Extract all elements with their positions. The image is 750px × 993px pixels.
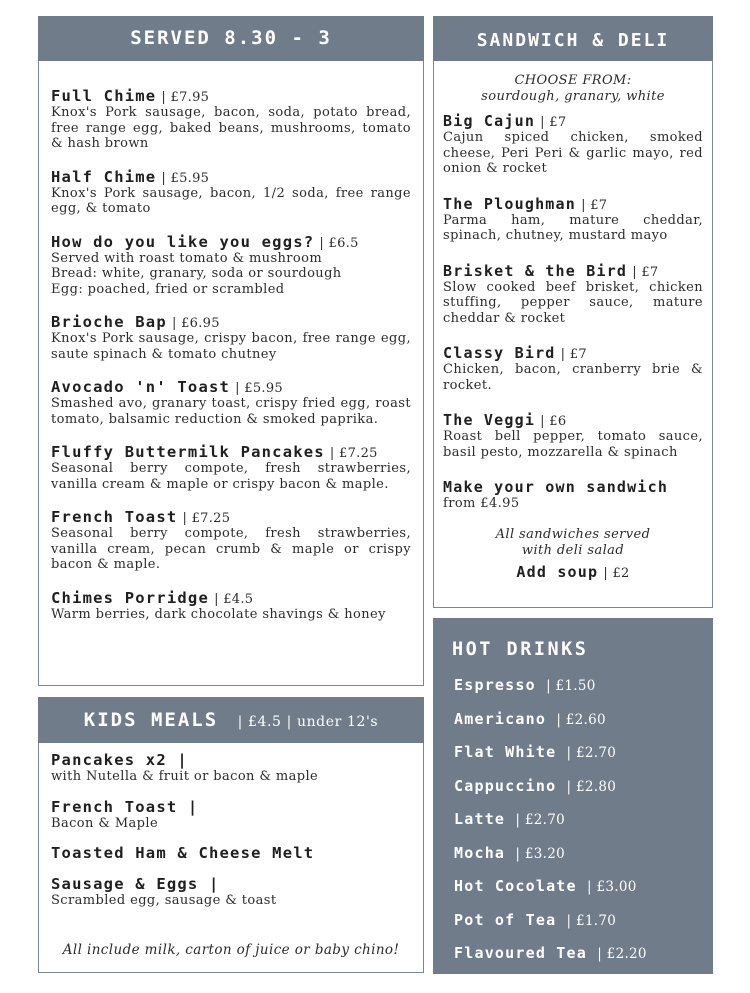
sandwich-item-description: Parma ham, mature cheddar, spinach, chutney, mustard mayo: [443, 212, 703, 243]
menu-item-heading: [51, 442, 411, 461]
sandwich-header: SANDWICH & DELI: [433, 16, 713, 61]
drink-price: | £2.70: [566, 745, 617, 761]
drink-price: | £2.60: [556, 711, 606, 728]
menu-item: [51, 232, 411, 298]
drink-price: | £3.20: [515, 845, 565, 862]
menu-item-price: | £7.25: [182, 511, 231, 526]
sandwich-item-heading: [443, 194, 703, 213]
sandwich-item-name: Brisket & the Bird: [443, 261, 628, 280]
menu-item: [51, 86, 411, 152]
drink-item: [454, 877, 712, 897]
menu-item-description: [51, 105, 411, 152]
kids-header: [38, 697, 424, 743]
drink-item: [454, 777, 712, 797]
add-soup-label: Add soup: [516, 562, 599, 581]
add-soup-price: | £2: [603, 565, 630, 581]
description-line: Smashed avo, granary toast, crispy fried egg, roast tomato, balsamic reduction & smoked paprika.: [51, 396, 411, 427]
kids-panel: [38, 697, 424, 973]
sandwich-note-line1: All sandwiches served: [495, 526, 651, 542]
menu-item-description: [51, 251, 411, 298]
kids-item: [51, 875, 411, 909]
sandwich-items: [443, 111, 703, 512]
menu-item-description: [51, 607, 411, 623]
drink-item: [454, 844, 712, 864]
drink-item: [454, 810, 712, 830]
sandwich-item: [443, 194, 703, 244]
drink-item: [454, 911, 712, 931]
drinks-header: HOT DRINKS: [452, 639, 589, 660]
description-line: Served with roast tomato & mushroom: [51, 250, 323, 266]
drink-name: Americano: [454, 709, 547, 728]
sandwich-note-line2: with deli salad: [521, 542, 625, 558]
drink-name: Cappuccino: [454, 776, 557, 795]
menu-item: [51, 312, 411, 362]
sandwich-item: [443, 410, 703, 460]
drink-price: | £2.20: [597, 946, 647, 962]
sandwich-item-heading: [443, 343, 703, 362]
kids-items: [39, 743, 423, 909]
sandwich-item-description: Slow cooked beef brisket, chicken stuffing, pepper sauce, mature cheddar & rocket: [443, 279, 703, 326]
drink-item: [454, 710, 712, 730]
sandwich-item-name: Make your own sandwich: [443, 478, 669, 496]
drink-item: [454, 676, 712, 696]
drinks-panel: [433, 618, 713, 974]
sandwich-item-description: Chicken, bacon, cranberry brie & rocket.: [443, 362, 703, 393]
sandwich-panel: [433, 16, 713, 608]
sandwich-item-price: | £6: [540, 414, 567, 429]
menu-item-description: [51, 461, 411, 492]
sandwich-item-price: | £7: [632, 264, 659, 280]
sandwich-item-name: Big Cajun: [443, 112, 536, 130]
description-line: Egg: poached, fried or scrambled: [51, 281, 285, 297]
drink-name: Mocha: [454, 843, 506, 862]
description-line: Knox's Pork sausage, bacon, soda, potato bread, free range egg, baked beans, mushrooms, tomato & hash brown: [51, 105, 411, 151]
menu-item-heading: [51, 312, 411, 331]
kids-item-name: Sausage & Eggs |: [51, 875, 220, 893]
description-line: Knox's Pork sausage, bacon, 1/2 soda, free range egg, & tomato: [51, 185, 411, 216]
drink-name: Flat White: [454, 743, 557, 761]
kids-item: [51, 844, 411, 862]
drink-price: | £2.80: [566, 778, 617, 795]
menu-item-heading: [51, 588, 411, 607]
menu-item-name: Brioche Bap: [51, 313, 167, 331]
kids-item-name: Pancakes x2 |: [51, 751, 188, 769]
menu-item: [51, 588, 411, 623]
choose-title: CHOOSE FROM:: [514, 73, 632, 88]
drink-name: Latte: [454, 810, 506, 828]
menu-item-name: Chimes Porridge: [51, 588, 209, 607]
served-panel: [38, 16, 424, 686]
description-line: Seasonal berry compote, fresh strawberries, vanilla cream & maple or crispy bacon & maple.: [51, 461, 411, 492]
menu-item-heading: [51, 377, 411, 396]
sandwich-item-price: | £7: [581, 197, 608, 213]
menu-item-description: [51, 396, 411, 427]
menu-item-name: Fluffy Buttermilk Pancakes: [51, 443, 325, 461]
drink-price: | £3.00: [587, 879, 637, 895]
kids-item: [51, 798, 411, 832]
kids-item-description: with Nutella & fruit or bacon & maple: [51, 769, 319, 784]
menu-item-name: Full Chime: [51, 87, 157, 105]
menu-item-name: French Toast: [51, 508, 178, 526]
served-header: SERVED 8.30 - 3: [38, 16, 424, 61]
description-line: Seasonal berry compote, fresh strawberries, vanilla cream, pecan crumb & maple or crispy bacon & maple.: [51, 526, 411, 572]
drink-item: [454, 743, 712, 763]
sandwich-item-name: The Ploughman: [443, 194, 576, 213]
menu-item-price: | £5.95: [161, 170, 210, 186]
sandwich-item-description: Roast bell pepper, tomato sauce, basil pesto, mozzarella & spinach: [443, 429, 703, 460]
menu-item-description: [51, 186, 411, 217]
sandwich-item-heading: [443, 410, 703, 429]
sandwich-item-heading: [443, 261, 703, 280]
drink-name: Flavoured Tea: [454, 944, 587, 962]
menu-item-heading: [51, 232, 411, 251]
description-line: Knox's Pork sausage, crispy bacon, free range egg, saute spinach & tomato chutney: [51, 331, 411, 362]
menu-item-name: Avocado 'n' Toast: [51, 378, 231, 396]
drink-price: | £1.50: [546, 678, 596, 694]
drink-item: [454, 944, 712, 964]
drink-price: | £2.70: [515, 812, 565, 828]
menu-item-name: How do you like you eggs?: [51, 232, 315, 251]
menu-item: [51, 377, 411, 427]
description-line: Bread: white, granary, soda or sourdough: [51, 266, 342, 281]
menu-item-name: Half Chime: [51, 167, 157, 186]
sandwich-item: [443, 261, 703, 327]
kids-header-price: | £4.5 | under 12's: [237, 714, 379, 730]
menu-item-description: [51, 331, 411, 362]
sandwich-item: [443, 477, 703, 512]
menu-item-price: | £4.5: [214, 591, 254, 607]
menu-item: [51, 507, 411, 573]
sandwich-item: [443, 111, 703, 177]
description-line: Warm berries, dark chocolate shavings & honey: [51, 606, 386, 622]
kids-item: [51, 751, 411, 785]
sandwich-item-heading: [443, 477, 703, 496]
drink-price: | £1.70: [566, 912, 617, 929]
sandwich-item-heading: [443, 111, 703, 130]
menu-item-description: [51, 526, 411, 573]
menu-item-price: | £7.25: [329, 446, 378, 461]
drinks-items: [434, 660, 712, 964]
kids-item-description: Bacon & Maple: [51, 815, 159, 831]
drink-name: Hot Cocolate: [454, 877, 577, 895]
menu-item-price: | £7.95: [161, 90, 210, 105]
menu-item: [51, 442, 411, 492]
choose-options: sourdough, granary, white: [481, 89, 665, 104]
sandwich-item-name: The Veggi: [443, 411, 536, 429]
menu-item-heading: [51, 86, 411, 105]
drink-name: Espresso: [454, 676, 536, 694]
menu-item-price: | £6.95: [171, 316, 220, 331]
sandwich-item-description: Cajun spiced chicken, smoked cheese, Peri Peri & garlic mayo, red onion & rocket: [443, 130, 703, 176]
menu-item-heading: [51, 167, 411, 186]
sandwich-item-name: Classy Bird: [443, 344, 556, 362]
drink-name: Pot of Tea: [454, 910, 557, 929]
menu-item-price: | £5.95: [235, 381, 283, 396]
kids-footer-note: All include milk, carton of juice or baby chino!: [62, 942, 400, 958]
sandwich-item-price: | £7: [560, 347, 587, 362]
kids-item-name: French Toast |: [51, 797, 199, 816]
kids-item-name: Toasted Ham & Cheese Melt: [51, 844, 315, 862]
sandwich-item-price: | £7: [540, 115, 567, 130]
menu-item-price: | £6.5: [319, 235, 359, 251]
served-items: [39, 61, 423, 622]
kids-item-description: Scrambled egg, sausage & toast: [51, 893, 277, 908]
menu-item-heading: [51, 507, 411, 526]
sandwich-item-description: from £4.95: [443, 496, 520, 511]
menu-item: [51, 167, 411, 217]
sandwich-item: [443, 343, 703, 393]
kids-title: KIDS MEALS: [83, 709, 219, 731]
